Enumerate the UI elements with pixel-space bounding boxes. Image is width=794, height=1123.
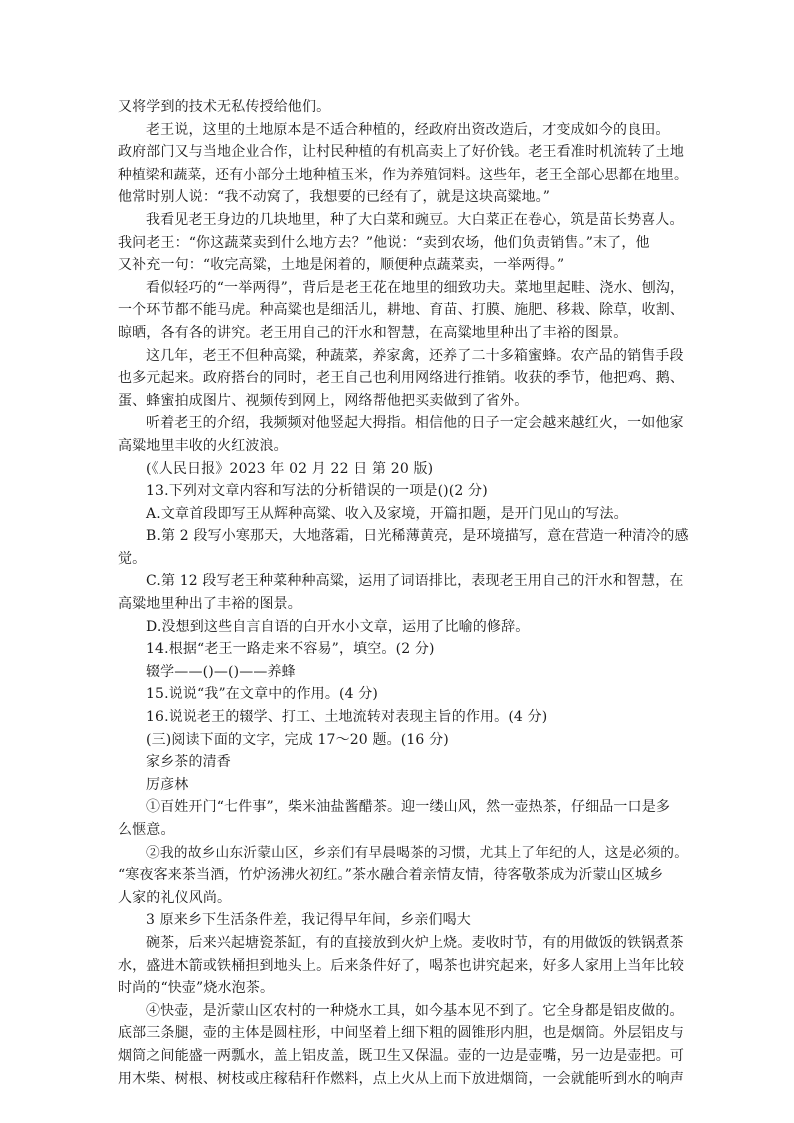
text-line: 老王说，这里的土地原本是不适合种植的，经政府出资改造后，才变成如今的良田。 bbox=[146, 121, 670, 138]
text-line: 人家的礼仪风尚。 bbox=[118, 889, 232, 906]
text-line: 种植梁和蔬菜，还有小部分土地种植玉米，作为养殖饲料。这些年，老王全部心思都在地里。 bbox=[118, 166, 688, 183]
text-line: “寒夜客来茶当酒，竹炉汤沸火初红。”茶水融合着亲情友情，待客敬茶成为沂蒙山区城乡 bbox=[118, 867, 664, 884]
text-line: 听着老王的介绍，我频频对他竖起大拇指。相信他的日子一定会越来越红火，一如他家 bbox=[146, 415, 684, 432]
text-line: 又将学到的技术无私传授给他们。 bbox=[118, 99, 331, 115]
text-line: 用木柴、树根、树枝或庄稼秸秆作燃料，点上火从上而下放进烟筒，一会就能听到水的响声 bbox=[118, 1070, 684, 1087]
text-line: 政府部门又与当地企业合作，让村民种植的有机高卖上了好价钱。老王看准时机流转了土地 bbox=[118, 144, 684, 161]
text-line: 觉。 bbox=[118, 550, 147, 567]
text-line: 他常时别人说：“我不动窝了，我想要的已经有了，就是这块高粱地。” bbox=[118, 189, 551, 206]
text-line: ②我的故乡山东沂蒙山区，乡亲们有早晨喝茶的习惯，尤其上了年纪的人，这是必须的。 bbox=[146, 844, 689, 861]
text-line: C.第 12 段写老王种菜种种高粱，运用了词语排比，表现老王用自己的汗水和智慧，在 bbox=[146, 573, 684, 590]
text-line: 14.根据“老王一路走来不容易”，填空。(2 分) bbox=[146, 641, 435, 658]
text-line: (三)阅读下面的文字，完成 17～20 题。(16 分) bbox=[146, 731, 449, 748]
text-line: 15.说说“我”在文章中的作用。(4 分) bbox=[146, 686, 379, 703]
text-line: A.文章首段即写王从辉种高粱、收入及家境，开篇扣题，是开门见山的写法。 bbox=[146, 505, 628, 522]
document-page bbox=[118, 96, 690, 1090]
text-line: 我看见老王身边的几块地里，种了大白菜和豌豆。大白菜正在卷心，筑是苗长势喜人。 bbox=[146, 211, 684, 228]
text-line: 又补充一句：“收完高粱，土地是闲着的，顺便种点蔬菜卖，一举两得。” bbox=[118, 257, 565, 274]
text-line: 一个环节都不能马虎。种高粱也是细活儿，耕地、育苗、打膜、施肥、移栽、除草，收割、 bbox=[118, 302, 684, 319]
text-line: B.第 2 段写小寒那天，大地落霜，日光稀薄黄亮，是环境描写，意在营造一种清冷的感 bbox=[146, 528, 689, 545]
text-line: (《人民日报》2023 年 02 月 22 日 第 20 版) bbox=[146, 460, 434, 477]
text-line: 么惬意。 bbox=[118, 822, 175, 838]
text-line: ①百姓开门“七件事”，柴米油盐酱醋茶。迎一缕山风，然一壶热茶，仔细品一口是多 bbox=[146, 799, 671, 816]
text-line: 看似轻巧的“一举两得”，背后是老王花在地里的细致功夫。菜地里起畦、浇水、刨沟， bbox=[146, 279, 685, 296]
text-line: 高粱地里种出了丰裕的图景。 bbox=[118, 596, 302, 613]
text-line: 烟筒之间能盛一两瓢水，盖上铝皮盖，既卫生又保温。壶的一边是壶嘴，另一边是壶把。可 bbox=[118, 1047, 684, 1064]
text-line: 高粱地里丰收的火红波浪。 bbox=[118, 437, 288, 454]
text-line: 这几年，老王不但种高粱，种蔬菜，养家禽，还养了二十多箱蜜蜂。农产品的销售手段 bbox=[146, 347, 684, 364]
text-line: 家乡茶的清香 bbox=[146, 754, 231, 771]
text-line: ④快壶，是沂蒙山区农村的一种烧水工具，如今基本见不到了。它全身都是铝皮做的。 bbox=[146, 1002, 684, 1019]
text-line: D.没想到这些自言自语的白开水小文章，运用了比喻的修辞。 bbox=[146, 618, 530, 635]
text-line: 3 原来乡下生活条件差，我记得早年间，乡亲们喝大 bbox=[146, 912, 471, 929]
text-line: 时尚的“快壶”烧水泡茶。 bbox=[118, 980, 275, 997]
text-line: 也多元起来。政府搭台的同时，老王自己也利用网络进行推销。收获的季节，他把鸡、鹅、 bbox=[118, 370, 684, 387]
text-line: 我问老王：“你这蔬菜卖到什么地方去？”他说：“卖到农场，他们负责销售。”末了，他 bbox=[118, 234, 650, 251]
text-line: 辍学——()—()——养蜂 bbox=[146, 663, 296, 680]
text-line: 底部三条腿，壶的主体是圆柱形，中间坚着上细下粗的圆锥形内胆，也是烟筒。外层铝皮与 bbox=[118, 1025, 684, 1042]
text-line: 碗茶，后来兴起塘瓷茶缸，有的直接放到火炉上烧。麦收时节，有的用做饭的铁锅煮茶 bbox=[146, 934, 684, 951]
text-line: 晾晒，各有各的讲究。老王用自己的汗水和智慧，在高粱地里种出了丰裕的图景。 bbox=[118, 324, 628, 341]
text-line: 水，盛进木箭或铁桶担到地头上。后来条件好了，喝茶也讲究起来，好多人家用上当年比较 bbox=[118, 957, 684, 974]
text-line: 13.下列对文章内容和写法的分析错误的一项是()(2 分) bbox=[146, 483, 488, 500]
text-line: 16.说说老王的辍学、打工、土地流转对表现主旨的作用。(4 分) bbox=[146, 709, 548, 726]
text-line: 厉彦林 bbox=[146, 776, 189, 793]
text-line: 蛋、蜂蜜拍成图片、视频传到网上，网络帮他把买卖做到了省外。 bbox=[118, 392, 529, 409]
